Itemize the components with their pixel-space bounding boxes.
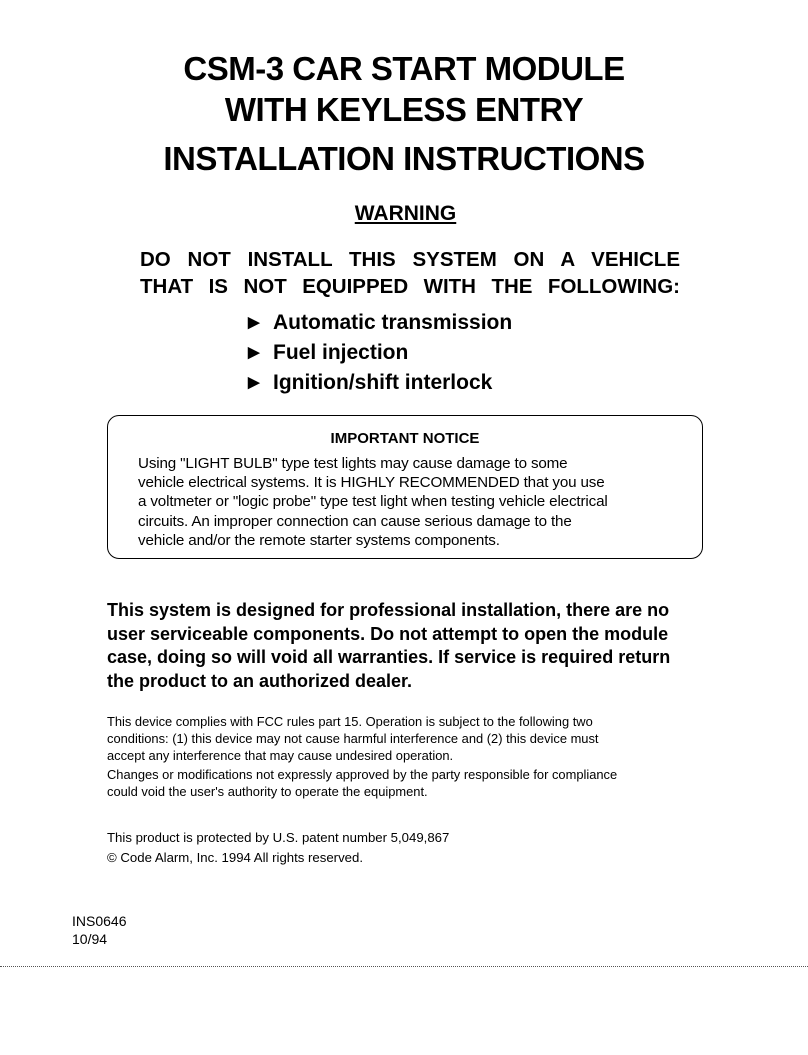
notice-line: a voltmeter or "logic probe" type test light when testing vehicle electrical: [138, 493, 608, 511]
document-code: [72, 912, 126, 948]
paragraph-line: accept any interference that may cause undesired operation.: [107, 748, 454, 763]
fcc-compliance-paragraph: [107, 713, 707, 764]
professional-installation-paragraph: [107, 599, 707, 693]
paragraph-line: This device complies with FCC rules part 15. Operation is subject to the following two: [107, 714, 593, 729]
paragraph-line: conditions: (1) this device may not cause harmful interference and (2) this device must: [107, 731, 599, 746]
document-number: INS0646: [72, 913, 127, 929]
patent-line: This product is protected by U.S. patent number 5,049,867: [107, 830, 450, 845]
notice-body: [138, 454, 698, 550]
list-item: [248, 308, 512, 338]
title-line-2: WITH KEYLESS ENTRY: [224, 91, 584, 128]
paragraph-line: case, doing so will void all warranties. If service is required return: [107, 647, 671, 667]
requirement-label: Automatic transmission: [273, 311, 513, 334]
paragraph-line: could void the user's authority to operate the equipment.: [107, 784, 428, 799]
copyright-line: © Code Alarm, Inc. 1994 All rights reserved.: [107, 850, 364, 865]
notice-title: IMPORTANT NOTICE: [330, 430, 480, 447]
list-item: [248, 368, 512, 398]
patent-copyright-block: [107, 828, 449, 868]
warning-text: [140, 246, 680, 300]
requirement-label: Fuel injection: [273, 341, 409, 364]
dotted-divider: [0, 966, 808, 967]
title-line-1: CSM-3 CAR START MODULE: [183, 50, 625, 87]
notice-line: vehicle electrical systems. It is HIGHLY RECOMMENDED that you use: [138, 474, 605, 492]
triangle-bullet-icon: ▶: [248, 344, 260, 361]
requirement-label: Ignition/shift interlock: [273, 371, 493, 394]
list-item: [248, 338, 512, 368]
warning-line-2: THAT IS NOT EQUIPPED WITH THE FOLLOWING:: [140, 275, 680, 298]
modifications-paragraph: [107, 766, 707, 800]
requirements-list: [248, 308, 512, 398]
triangle-bullet-icon: ▶: [248, 374, 260, 391]
paragraph-line: user serviceable components. Do not attempt to open the module: [107, 623, 669, 644]
triangle-bullet-icon: ▶: [248, 314, 260, 331]
title-line-3: INSTALLATION INSTRUCTIONS: [163, 140, 645, 177]
notice-line: Using "LIGHT BULB" type test lights may cause damage to some: [138, 455, 568, 472]
warning-line-1: DO NOT INSTALL THIS SYSTEM ON A VEHICLE: [140, 248, 680, 271]
warning-heading: WARNING: [354, 202, 457, 225]
document-date: 10/94: [72, 931, 108, 947]
paragraph-line: the product to an authorized dealer.: [107, 670, 413, 691]
notice-line: vehicle and/or the remote starter systems components.: [138, 531, 500, 549]
paragraph-line: This system is designed for professional installation, there are no: [107, 600, 670, 620]
paragraph-line: Changes or modifications not expressly approved by the party responsible for compliance: [107, 767, 618, 782]
notice-line: circuits. An improper connection can cause serious damage to the: [138, 512, 572, 530]
